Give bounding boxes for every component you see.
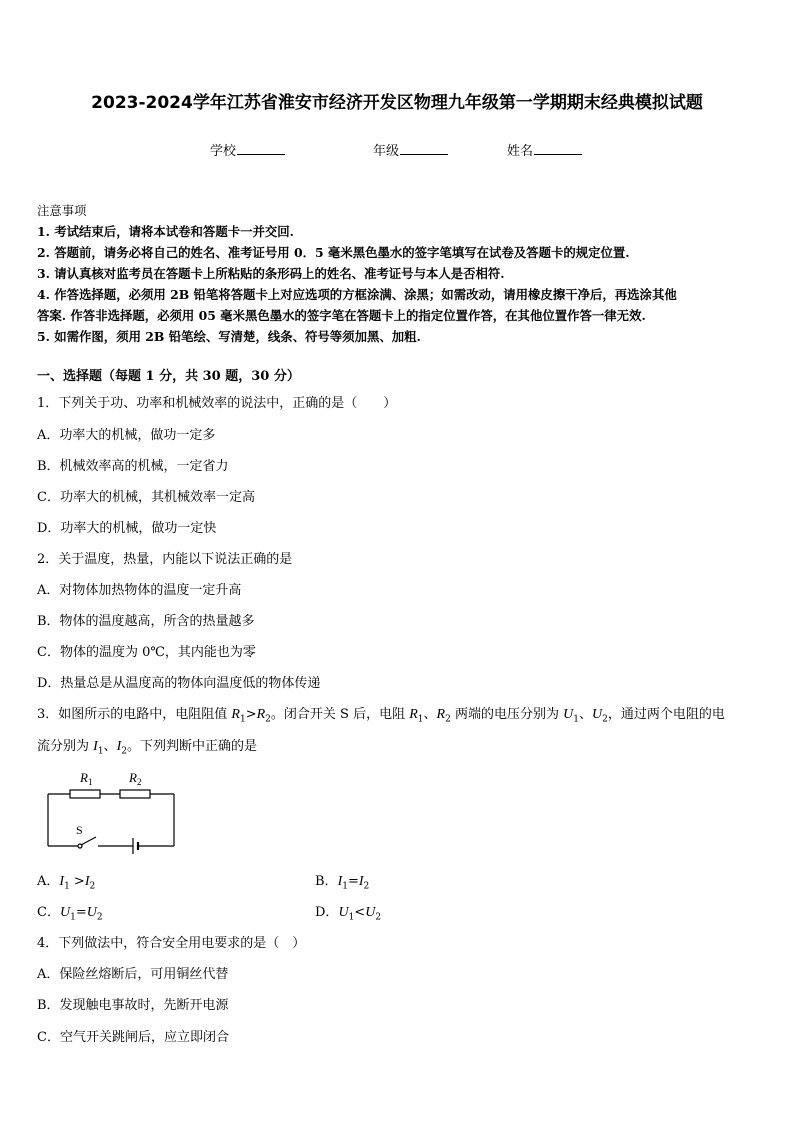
- operator: =: [75, 905, 87, 920]
- question-4-option-a: A．保险丝熔断后，可用铜丝代替: [37, 967, 229, 982]
- var-lhs: U: [338, 905, 349, 920]
- sub-lhs: 1: [70, 912, 76, 923]
- school-blank[interactable]: [237, 142, 285, 155]
- var-lhs: U: [59, 905, 71, 920]
- question-3-option-d: [315, 905, 381, 926]
- q3-text: 。闭合开关 S 后，电阻: [270, 707, 410, 722]
- switch-s: [81, 837, 96, 845]
- question-1-option-b: B．机械效率高的机械，一定省力: [37, 459, 229, 474]
- operator: <: [354, 905, 366, 920]
- question-3-option-c: [37, 905, 103, 926]
- var-rhs: U: [365, 905, 376, 920]
- name-field: [507, 140, 582, 159]
- operator: =: [347, 874, 359, 889]
- notice-item: 5. 如需作图，须用 2B 铅笔绘、写清楚，线条、符号等须加黑、加粗.: [37, 329, 421, 344]
- option-prefix: D．: [315, 905, 339, 920]
- sub-lhs: 1: [64, 881, 70, 892]
- resistor-r2: [120, 790, 150, 798]
- var-i2: I: [116, 739, 122, 754]
- question-3-option-b: [315, 874, 369, 895]
- var-r2: R: [256, 707, 266, 722]
- operator: >: [69, 874, 85, 889]
- q3-text: 3．如图所示的电路中，电阻阻值: [37, 707, 232, 722]
- notice-heading: 注意事项: [37, 203, 87, 218]
- sub-1: 1: [239, 714, 246, 725]
- option-prefix: A．: [37, 874, 60, 889]
- question-1-option-a: A．功率大的机械，做功一定多: [37, 428, 216, 443]
- question-2-option-b: B．物体的温度越高，所含的热量越多: [37, 614, 255, 629]
- q3-sep: 、: [423, 707, 437, 722]
- grade-blank[interactable]: [400, 142, 448, 155]
- question-2-option-d: D．热量总是从温度高的物体向温度低的物体传递: [37, 676, 321, 691]
- var-r2: R: [436, 707, 446, 722]
- name-label: 姓名: [507, 144, 534, 159]
- var-r1: R: [231, 707, 240, 722]
- sub-rhs: 2: [96, 912, 103, 923]
- option-prefix: C．: [37, 905, 60, 920]
- var-u1: U: [563, 707, 574, 722]
- question-3-option-a: [37, 874, 95, 895]
- var-r1: R: [409, 707, 418, 722]
- sub-lhs: 1: [342, 881, 348, 892]
- question-1-option-c: C．功率大的机械，其机械效率一定高: [37, 490, 255, 505]
- question-4-stem: 4．下列做法中，符合安全用电要求的是（ ）: [37, 936, 306, 951]
- notice-item: 3. 请认真核对监考员在答题卡上所粘贴的条形码上的姓名、准考证号与本人是否相符.: [37, 266, 505, 281]
- q3-text: 流分别为: [37, 739, 94, 754]
- school-field: [210, 140, 285, 159]
- notice-item: 1. 考试结束后，请将本试卷和答题卡一并交回.: [37, 224, 294, 239]
- sub-rhs: 2: [375, 912, 382, 923]
- sub-1: 1: [417, 714, 424, 725]
- q3-sep: 、: [103, 739, 117, 754]
- q3-gt: >: [245, 707, 257, 722]
- sub-lhs: 1: [348, 912, 355, 923]
- var-lhs: I: [337, 874, 343, 889]
- label-r1: $R_1$: [80, 770, 93, 787]
- question-2-option-c: C．物体的温度为 0℃，其内能也为零: [37, 645, 256, 660]
- q3-sep: 、: [578, 707, 592, 722]
- sub-2: 2: [445, 714, 451, 725]
- var-rhs: U: [86, 905, 97, 920]
- notice-item: 答案. 作答非选择题，必须用 05 毫米黑色墨水的签字笔在答题卡上的指定位置作答，在其他位置作答一律无效.: [37, 308, 646, 323]
- circuit-diagram: [40, 766, 180, 860]
- label-r2: $R_2$: [129, 770, 142, 787]
- q3-text: ，通过两个电阻的电: [607, 707, 725, 722]
- q3-text: 。下列判断中正确的是: [126, 739, 257, 754]
- name-blank[interactable]: [534, 142, 582, 155]
- var-rhs: I: [358, 874, 364, 889]
- sub-rhs: 2: [89, 881, 96, 892]
- sub-rhs: 2: [363, 881, 370, 892]
- question-3-stem-line-1: [37, 707, 725, 728]
- sub-1: 1: [573, 714, 579, 725]
- option-prefix: B．: [315, 874, 338, 889]
- question-3-stem-line-2: [37, 739, 257, 760]
- section-heading: 一、选择题（每题 1 分，共 30 题，30 分）: [37, 369, 300, 384]
- var-lhs: I: [59, 874, 65, 889]
- question-1-option-d: D．功率大的机械，做功一定快: [37, 521, 217, 536]
- label-s: S: [76, 823, 83, 837]
- var-i1: I: [93, 739, 98, 754]
- sub-2: 2: [265, 714, 271, 725]
- q3-text: 两端的电压分别为: [450, 707, 564, 722]
- resistor-r1: [70, 790, 100, 798]
- grade-field: [373, 140, 448, 159]
- var-rhs: I: [84, 874, 90, 889]
- page-title: 2023-2024学年江苏省淮安市经济开发区物理九年级第一学期期末经典模拟试题: [91, 93, 703, 113]
- notice-item: 2. 答题前，请务必将自己的姓名、准考证号用 0．5 毫米黑色墨水的签字笔填写在试卷及答题卡的规定位置.: [37, 245, 630, 260]
- question-4-option-b: B．发现触电事故时，先断开电源: [37, 998, 229, 1013]
- school-label: 学校: [210, 144, 237, 159]
- sub-1: 1: [97, 746, 104, 757]
- sub-2: 2: [602, 714, 608, 725]
- notice-item: 4. 作答选择题，必须用 2B 铅笔将答题卡上对应选项的方框涂满、涂黑；如需改动，请用橡皮擦干净后，再选涂其他: [37, 287, 677, 302]
- grade-label: 年级: [373, 144, 400, 159]
- question-4-option-c: C．空气开关跳闸后，应立即闭合: [37, 1030, 229, 1045]
- var-u2: U: [591, 707, 603, 722]
- question-1-stem: 1．下列关于功、功率和机械效率的说法中，正确的是（ ）: [37, 396, 397, 411]
- question-2-option-a: A．对物体加热物体的温度一定升高: [37, 583, 242, 598]
- sub-2: 2: [121, 746, 127, 757]
- question-2-stem: 2．关于温度，热量，内能以下说法正确的是: [37, 552, 293, 567]
